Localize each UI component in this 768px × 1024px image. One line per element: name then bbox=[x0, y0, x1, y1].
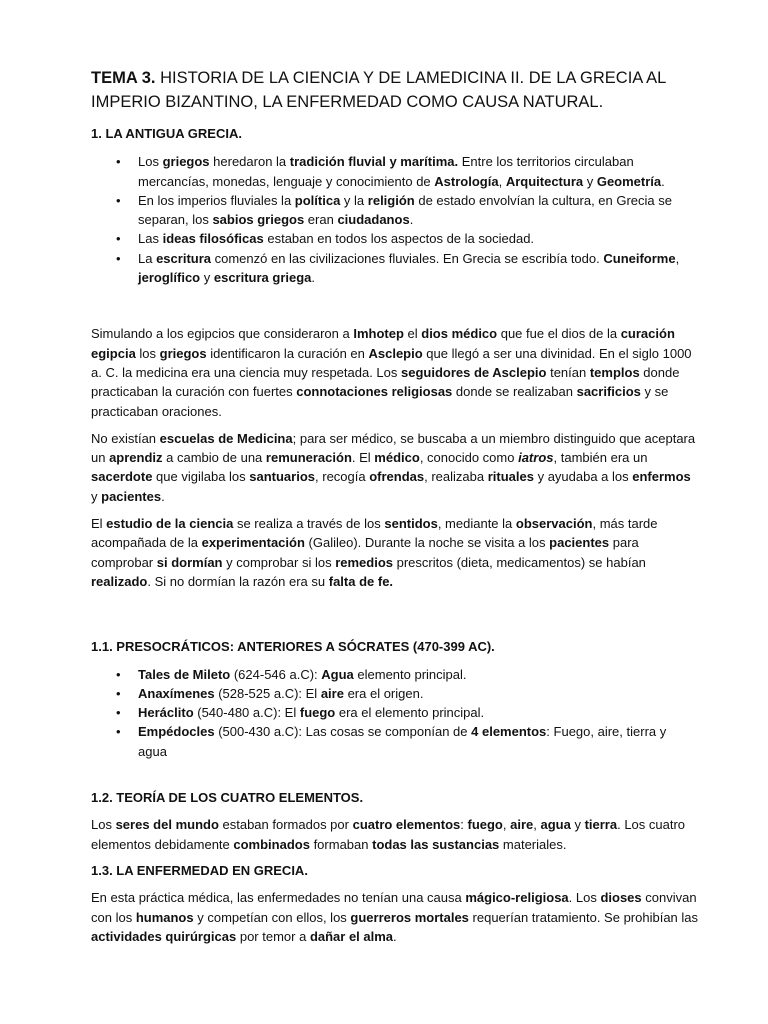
bold-text: 4 elementos bbox=[471, 724, 547, 740]
bold-text: Imhotep bbox=[353, 326, 404, 342]
bullet-icon: • bbox=[116, 231, 121, 247]
text-run: Los bbox=[138, 154, 163, 170]
bold-text: ciudadanos bbox=[337, 212, 410, 228]
bold-text: Cuneiforme bbox=[603, 250, 676, 266]
bullet-icon: • bbox=[116, 685, 121, 701]
bold-text: Heráclito bbox=[138, 705, 194, 721]
text-run: (Galileo). Durante la noche se visita a los bbox=[304, 535, 550, 551]
text-run: el bbox=[403, 326, 422, 342]
bullet-list-antigua-grecia bbox=[91, 152, 698, 287]
paragraph bbox=[91, 514, 698, 591]
bold-text: remedios bbox=[335, 554, 394, 570]
paragraph-enfermedad-grecia bbox=[91, 888, 698, 946]
text-run: y comprobar si los bbox=[222, 554, 336, 570]
bold-text: fuego bbox=[299, 705, 336, 721]
text-run: y se practicaban oraciones. bbox=[91, 384, 669, 419]
text-run: En esta práctica médica, las enfermedades no tenían una causa bbox=[91, 890, 466, 906]
text-run: identificaron la curación en bbox=[206, 345, 369, 361]
bold-text: cuatro elementos bbox=[352, 817, 461, 833]
bold-text: Empédocles bbox=[138, 724, 215, 740]
bold-text: templos bbox=[589, 364, 640, 380]
bold-text: ideas filosóficas bbox=[162, 231, 264, 247]
bold-text: Astrología bbox=[434, 173, 499, 189]
text-run: (500-430 a.C): Las cosas se componían de bbox=[214, 724, 472, 740]
text-run: Los bbox=[91, 817, 116, 833]
bold-text: jeroglífico bbox=[138, 270, 201, 286]
bullet-icon: • bbox=[116, 154, 121, 170]
text-run: y ayudaba a los bbox=[533, 469, 633, 485]
text-run: : bbox=[460, 817, 468, 833]
bold-text: sacrificios bbox=[576, 384, 641, 400]
bold-text: sentidos bbox=[384, 516, 438, 532]
text-run: : Fuego, aire, tierra y agua bbox=[138, 724, 667, 759]
text-run: . Los cuatro elementos debidamente bbox=[91, 817, 686, 852]
paragraph-cuatro-elementos bbox=[91, 815, 698, 854]
list-item bbox=[91, 665, 698, 684]
bold-text: remuneración bbox=[265, 450, 352, 466]
bold-text: aire bbox=[510, 817, 534, 833]
text-run: los bbox=[135, 345, 160, 361]
text-run: formaban bbox=[309, 836, 373, 852]
bold-text: Agua bbox=[321, 666, 354, 682]
bold-text: seguidores de Asclepio bbox=[401, 364, 547, 380]
text-run: y bbox=[570, 817, 585, 833]
bold-text: rituales bbox=[487, 469, 534, 485]
list-item bbox=[91, 722, 698, 761]
paragraph bbox=[91, 429, 698, 506]
bold-text: aire bbox=[320, 685, 344, 701]
bold-text: pacientes bbox=[101, 488, 162, 504]
text-run: . El bbox=[351, 450, 375, 466]
bold-text: Asclepio bbox=[368, 345, 423, 361]
text-run: , también era un bbox=[553, 450, 648, 466]
bold-text: tierra bbox=[584, 817, 618, 833]
section-heading-enfermedad-grecia: 1.3. LA ENFERMEDAD EN GRECIA. bbox=[91, 862, 308, 878]
bold-text: tradición fluvial y marítima. bbox=[289, 154, 459, 170]
bold-text: escritura griega bbox=[213, 270, 312, 286]
text-run: Las bbox=[138, 231, 163, 247]
bold-text: santuarios bbox=[249, 469, 316, 485]
text-run: a cambio de una bbox=[162, 450, 266, 466]
bold-text: griegos bbox=[159, 345, 207, 361]
bold-text: observación bbox=[515, 516, 593, 532]
document-title bbox=[91, 66, 698, 114]
text-run: . bbox=[409, 212, 414, 228]
text-run: convivan con los bbox=[91, 890, 697, 925]
list-item bbox=[91, 703, 698, 722]
bold-text: religión bbox=[367, 192, 415, 208]
bold-text: todas las sustancias bbox=[372, 836, 500, 852]
bold-text: aprendiz bbox=[109, 450, 163, 466]
bold-text: dios médico bbox=[421, 326, 498, 342]
bold-text: iatros bbox=[518, 450, 554, 466]
bold-text: si dormían bbox=[156, 554, 223, 570]
text-run: que fue el dios de la bbox=[497, 326, 621, 342]
section-heading-cuatro-elementos: 1.2. TEORÍA DE LOS CUATRO ELEMENTOS. bbox=[91, 790, 364, 806]
text-run: elemento principal. bbox=[353, 666, 467, 682]
bold-text: sabios griegos bbox=[212, 212, 305, 228]
bold-text: Tales de Mileto bbox=[138, 666, 231, 682]
bold-text: enfermos bbox=[632, 469, 691, 485]
text-run: No existían bbox=[91, 430, 160, 446]
text-run: . Si no dormían la razón era su bbox=[147, 573, 329, 589]
list-item bbox=[91, 684, 698, 703]
text-run: estaban en todos los aspectos de la sociedad. bbox=[263, 231, 535, 247]
text-run: , conocido como bbox=[419, 450, 519, 466]
text-run: que vigilaba los bbox=[152, 469, 250, 485]
text-run: La bbox=[138, 250, 157, 266]
section-heading-antigua-grecia: 1. LA ANTIGUA GRECIA. bbox=[91, 126, 242, 141]
bold-text: combinados bbox=[233, 836, 310, 852]
bold-text: ofrendas bbox=[369, 469, 425, 485]
text-run: El bbox=[91, 516, 107, 532]
bold-text: mágico-religiosa bbox=[465, 890, 569, 906]
text-run: , bbox=[502, 817, 511, 833]
bullet-icon: • bbox=[116, 250, 121, 266]
text-run: . bbox=[161, 488, 165, 504]
text-run: y bbox=[200, 270, 214, 286]
paragraphs-antigua-grecia bbox=[91, 324, 698, 591]
bold-text: guerreros mortales bbox=[350, 909, 469, 925]
bold-text: actividades quirúrgicas bbox=[91, 928, 237, 944]
bullet-icon: • bbox=[116, 724, 121, 740]
bullet-list-presocraticos bbox=[91, 665, 698, 761]
text-run: de estado envolvían la cultura, en Grecia se separan, los bbox=[138, 192, 672, 228]
text-run: por temor a bbox=[236, 928, 310, 944]
text-run: . Los bbox=[568, 890, 601, 906]
text-run: para comprobar bbox=[91, 535, 639, 570]
title-topic-number: TEMA 3. bbox=[91, 69, 156, 87]
text-run: y bbox=[583, 173, 597, 189]
text-run: En los imperios fluviales la bbox=[138, 192, 295, 208]
paragraph bbox=[91, 324, 698, 420]
text-run: era el origen. bbox=[343, 685, 424, 701]
text-run: y competían con ellos, los bbox=[193, 909, 351, 925]
bold-text: escuelas de Medicina bbox=[159, 430, 293, 446]
bold-text: escritura bbox=[156, 250, 211, 266]
text-run: , bbox=[533, 817, 541, 833]
text-run: . bbox=[661, 173, 665, 189]
title-text: HISTORIA DE LA CIENCIA Y DE LAMEDICINA II. DE LA GRECIA AL IMPERIO BIZANTINO, LA ENFERMEDAD COMO CAUSA NATURAL. bbox=[91, 69, 666, 111]
list-item bbox=[91, 191, 698, 230]
text-run: . bbox=[311, 270, 316, 286]
bold-text: Geometría bbox=[596, 173, 662, 189]
bold-text: experimentación bbox=[201, 535, 305, 551]
bold-text: médico bbox=[374, 450, 420, 466]
text-run: prescritos (dieta, medicamentos) se habían bbox=[393, 554, 646, 570]
bold-text: pacientes bbox=[549, 535, 610, 551]
bold-text: agua bbox=[540, 817, 571, 833]
text-run: eran bbox=[304, 212, 338, 228]
bold-text: sacerdote bbox=[91, 469, 153, 485]
bold-text: fuego bbox=[467, 817, 503, 833]
bold-text: humanos bbox=[135, 909, 194, 925]
bold-text: política bbox=[294, 192, 341, 208]
text-run: ; para ser médico, se buscaba a un miembro distinguido que aceptara un bbox=[91, 430, 696, 466]
text-run: Entre los territorios circulaban mercancías, monedas, lenguaje y conocimiento de bbox=[138, 154, 634, 189]
list-item bbox=[91, 229, 698, 248]
list-item bbox=[91, 152, 698, 191]
text-run: , realizaba bbox=[424, 469, 488, 485]
bold-text: estudio de la ciencia bbox=[106, 516, 234, 532]
text-run: materiales. bbox=[499, 836, 567, 852]
text-run: . bbox=[393, 928, 397, 944]
text-run: y bbox=[91, 488, 102, 504]
bold-text: curación egipcia bbox=[91, 326, 675, 361]
bold-text: griegos bbox=[162, 154, 210, 170]
bold-text: realizado bbox=[91, 573, 148, 589]
bold-text: dañar el alma bbox=[309, 928, 394, 944]
list-item bbox=[91, 249, 698, 288]
text-run: , mediante la bbox=[437, 516, 516, 532]
text-run: donde se realizaban bbox=[452, 384, 577, 400]
text-run: que llegó a ser una divinidad. En el siglo 1000 a. C. la medicina era una ciencia muy respetada. Los bbox=[91, 345, 692, 380]
text-run: se realiza a través de los bbox=[233, 516, 385, 532]
text-run: heredaron la bbox=[209, 154, 290, 170]
text-run: tenían bbox=[546, 364, 590, 380]
bold-text: falta de fe. bbox=[328, 573, 394, 589]
text-run: requerían tratamiento. Se prohibían las bbox=[468, 909, 699, 925]
text-run: era el elemento principal. bbox=[335, 705, 485, 721]
text-run: donde practicaban la curación con fuertes bbox=[91, 364, 680, 400]
text-run: (624-546 a.C): bbox=[230, 666, 322, 682]
text-run: , bbox=[498, 173, 506, 189]
text-run: , bbox=[675, 250, 680, 266]
bold-text: dioses bbox=[600, 890, 642, 906]
text-run: (528-525 a.C): El bbox=[214, 685, 321, 701]
bold-text: Arquitectura bbox=[505, 173, 584, 189]
section-heading-presocraticos: 1.1. PRESOCRÁTICOS: ANTERIORES A SÓCRATES (470-399 AC). bbox=[91, 639, 495, 655]
bold-text: connotaciones religiosas bbox=[296, 384, 453, 400]
text-run: , recogía bbox=[315, 469, 370, 485]
bold-text: seres del mundo bbox=[115, 817, 219, 833]
text-run: (540-480 a.C): El bbox=[193, 705, 300, 721]
bullet-icon: • bbox=[116, 705, 121, 721]
text-run: comenzó en las civilizaciones fluviales. En Grecia se escribía todo. bbox=[211, 250, 604, 266]
bullet-icon: • bbox=[116, 666, 121, 682]
bold-text: Anaxímenes bbox=[138, 685, 215, 701]
text-run: Simulando a los egipcios que consideraron a bbox=[91, 326, 354, 342]
text-run: , más tarde acompañada de la bbox=[91, 516, 658, 551]
bullet-icon: • bbox=[116, 192, 121, 208]
text-run: estaban formados por bbox=[218, 817, 353, 833]
text-run: y la bbox=[340, 192, 368, 208]
